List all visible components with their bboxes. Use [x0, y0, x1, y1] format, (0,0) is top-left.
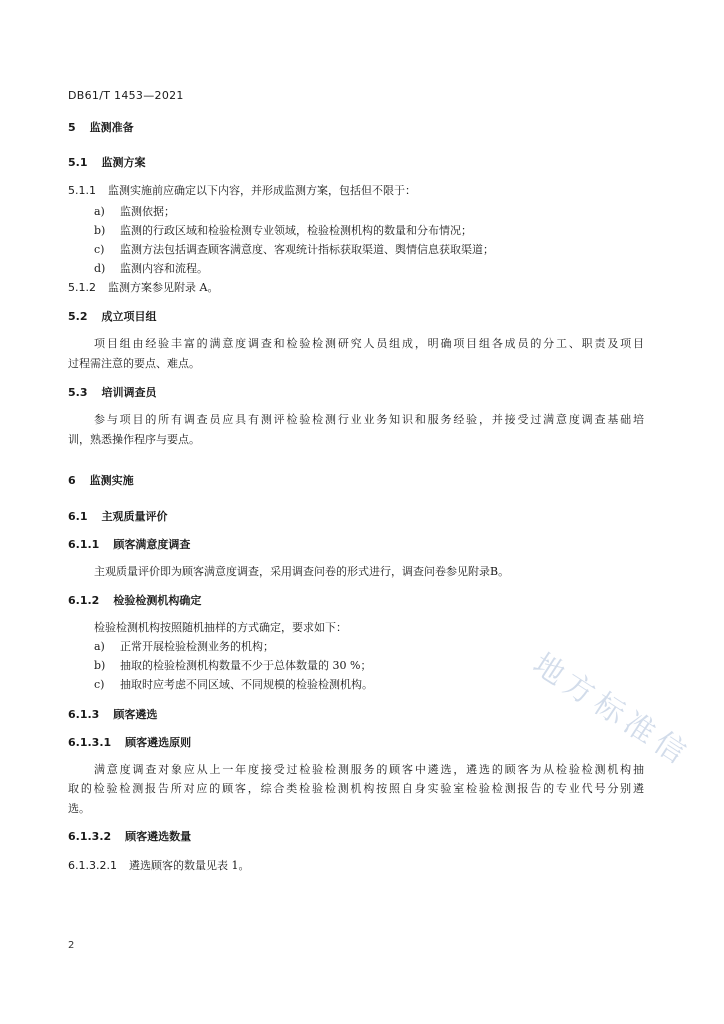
paragraph-line: 取的检验检测报告所对应的顾客，综合类检验检测机构按照自身实验室检验检测报告的专业代号分别遴	[68, 782, 644, 795]
section-5-2-heading	[68, 310, 157, 324]
list-item-text: 监测的行政区域和检验检测专业领域，检验检测机构的数量和分布情况；	[120, 224, 472, 237]
section-6-1-3-1-heading	[68, 736, 191, 750]
document-code-header: DB61/T 1453—2021	[68, 89, 184, 102]
section-title: 顾客遴选数量	[125, 830, 192, 843]
list-item-label: a)	[94, 640, 105, 653]
watermark-text: 地方标准信	[526, 646, 697, 775]
list-item-text: 监测依据；	[120, 205, 175, 218]
list-item	[94, 224, 472, 238]
section-title: 检验检测机构确定	[113, 594, 202, 607]
page-number: 2	[68, 940, 75, 951]
section-title: 主观质量评价	[101, 510, 168, 523]
list-item	[94, 640, 274, 654]
list-item-text: 监测内容和流程。	[120, 262, 208, 275]
section-title: 顾客遴选原则	[125, 736, 192, 749]
list-item-label: c)	[94, 243, 105, 256]
section-title: 监测准备	[89, 121, 134, 134]
clause-text: 监测方案参见附录 A。	[108, 281, 219, 294]
paragraph-line: 项目组由经验丰富的满意度调查和检验检测研究人员组成，明确项目组各成员的分工、职责及项目	[94, 337, 644, 350]
list-item-label: b)	[94, 659, 106, 672]
section-number: 6.1.3.1	[68, 736, 112, 749]
list-item-label: b)	[94, 224, 106, 237]
section-6-1-heading	[68, 510, 168, 524]
list-item	[94, 659, 371, 673]
section-number: 6.1.3.2	[68, 830, 112, 843]
section-number: 5.2	[68, 310, 88, 323]
clause-number: 5.1.2	[68, 281, 96, 294]
list-item	[94, 678, 373, 692]
paragraph-line: 过程需注意的要点、难点。	[68, 357, 200, 370]
section-5-heading	[68, 121, 134, 135]
list-item-label: a)	[94, 205, 105, 218]
list-item-label: c)	[94, 678, 105, 691]
clause-6-1-3-2-1	[68, 859, 249, 873]
list-item-text: 监测方法包括调查顾客满意度、客观统计指标获取渠道、舆情信息获取渠道；	[120, 243, 494, 256]
paragraph-line: 检验检测机构按照随机抽样的方式确定，要求如下：	[94, 621, 347, 634]
list-item	[94, 243, 494, 257]
clause-5-1-1	[68, 184, 416, 198]
clause-number: 6.1.3.2.1	[68, 859, 117, 872]
list-item-text: 抽取的检验检测机构数量不少于总体数量的 30 %；	[120, 659, 372, 672]
list-item	[94, 262, 208, 276]
paragraph-line: 主观质量评价即为顾客满意度调查，采用调查问卷的形式进行，调查问卷参见附录B。	[94, 565, 510, 578]
clause-5-1-2	[68, 281, 218, 295]
list-item-text: 正常开展检验检测业务的机构；	[120, 640, 274, 653]
paragraph-line: 训，熟悉操作程序与要点。	[68, 433, 200, 446]
section-number: 5.3	[68, 386, 88, 399]
section-number: 6.1	[68, 510, 88, 523]
section-title: 成立项目组	[101, 310, 157, 323]
section-title: 顾客满意度调查	[113, 538, 191, 551]
section-number: 6.1.3	[68, 708, 100, 721]
section-6-1-3-heading	[68, 708, 157, 722]
list-item-label: d)	[94, 262, 106, 275]
section-number: 6.1.1	[68, 538, 100, 551]
paragraph-line: 参与项目的所有调查员应具有测评检验检测行业业务知识和服务经验，并接受过满意度调查基础培	[94, 413, 644, 426]
section-title: 监测实施	[89, 474, 134, 487]
list-item-text: 抽取时应考虑不同区域、不同规模的检验检测机构。	[120, 678, 373, 691]
section-number: 5.1	[68, 156, 88, 169]
section-6-heading	[68, 474, 134, 488]
section-title: 顾客遴选	[113, 708, 158, 721]
paragraph-line: 选。	[68, 802, 90, 815]
section-number: 5	[68, 121, 76, 134]
section-number: 6	[68, 474, 76, 487]
clause-text: 监测实施前应确定以下内容，并形成监测方案，包括但不限于：	[108, 184, 416, 197]
section-6-1-1-heading	[68, 538, 190, 552]
section-title: 监测方案	[101, 156, 146, 169]
section-6-1-2-heading	[68, 594, 201, 608]
section-number: 6.1.2	[68, 594, 100, 607]
section-5-3-heading	[68, 386, 157, 400]
section-5-1-heading	[68, 156, 146, 170]
paragraph-line: 满意度调查对象应从上一年度接受过检验检测服务的顾客中遴选，遴选的顾客为从检验检测机构抽	[94, 763, 644, 776]
clause-number: 5.1.1	[68, 184, 96, 197]
list-item	[94, 205, 175, 219]
clause-text: 遴选顾客的数量见表 1。	[128, 859, 250, 872]
section-6-1-3-2-heading	[68, 830, 191, 844]
section-title: 培训调查员	[101, 386, 157, 399]
